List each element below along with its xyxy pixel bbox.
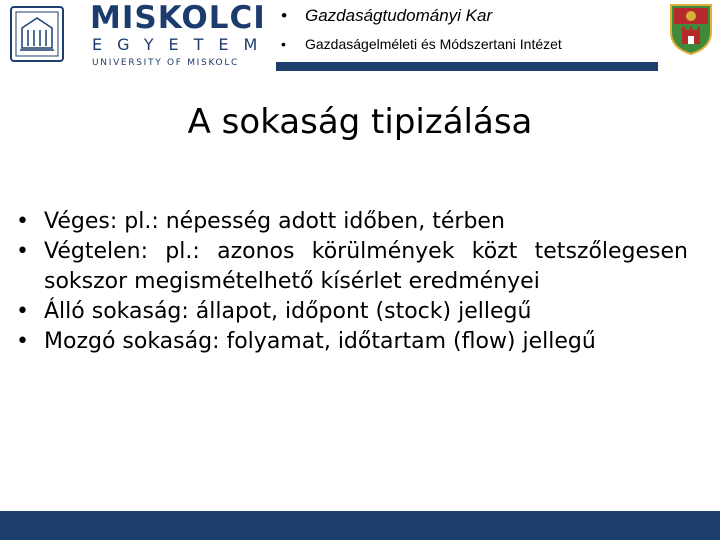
university-name-wordmark: MISKOLCI	[90, 0, 266, 36]
footer-bar	[0, 511, 720, 540]
list-item: • Végtelen: pl.: azonos körülmények közt tetszőlegesen sokszor megismételhető kísérlet eredményei	[14, 237, 688, 297]
university-logo	[8, 0, 273, 72]
university-english-name: UNIVERSITY OF MISKOLC	[92, 58, 240, 68]
slide-header	[0, 0, 720, 75]
university-name-subline: EGYETEM	[92, 35, 273, 54]
list-item: • Álló sokaság: állapot, időpont (stock) jellegű	[14, 297, 688, 327]
bullet-list	[14, 207, 688, 357]
list-item: • Mozgó sokaság: folyamat, időtartam (flow) jellegű	[14, 327, 688, 357]
coat-of-arms-icon	[668, 2, 714, 56]
header-accent-bar	[276, 62, 658, 71]
institute-name: • Gazdaságelméleti és Módszertani Intézet	[281, 36, 562, 52]
faculty-name: • Gazdaságtudományi Kar	[281, 6, 493, 25]
slide-title: A sokaság tipizálása	[187, 102, 533, 142]
university-crest-icon	[8, 4, 66, 64]
list-item: • Véges: pl.: népesség adott időben, térben	[14, 207, 688, 237]
